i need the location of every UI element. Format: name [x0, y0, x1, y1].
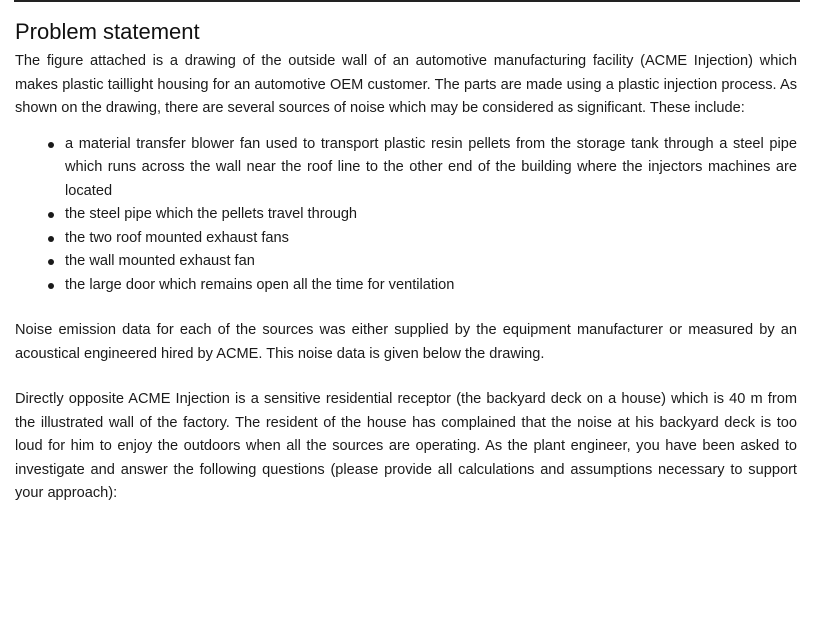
bullet-icon	[48, 259, 54, 265]
noise-source-list	[15, 133, 797, 298]
list-item	[15, 203, 797, 227]
list-item	[15, 133, 797, 204]
noise-data-paragraph: Noise emission data for each of the sources was either supplied by the equipment manufacturer or measured by an acoustical engineered hired by ACME. This noise data is given below the drawing.	[15, 322, 797, 362]
list-item-text: the wall mounted exhaust fan	[65, 253, 255, 269]
list-item	[15, 250, 797, 274]
list-item	[15, 274, 797, 298]
top-divider	[14, 0, 800, 2]
bullet-icon	[48, 236, 54, 242]
list-item-text: the steel pipe which the pellets travel through	[65, 206, 358, 222]
bullet-icon	[48, 142, 54, 148]
list-item-text: the large door which remains open all the time for ventilation	[65, 276, 455, 293]
section-heading: Problem statement	[15, 19, 200, 44]
document-page	[15, 18, 797, 506]
list-item-text: a material transfer blower fan used to transport plastic resin pellets from the storage tank through a steel pipe which runs across the wall near the roof line to the other end of the building where the injectors machines are located	[65, 135, 797, 199]
bullet-icon	[48, 283, 54, 289]
list-item-text: the two roof mounted exhaust fans	[65, 229, 289, 246]
intro-paragraph: The figure attached is a drawing of the outside wall of an automotive manufacturing facility (ACME Injection) which makes plastic taillight housing for an automotive OEM customer. The parts are made using a plastic injection process. As shown on the drawing, there are several sources of noise which may be considered as significant. These include:	[15, 53, 797, 116]
receptor-paragraph: Directly opposite ACME Injection is a sensitive residential receptor (the backyard deck on a house) which is 40 m from the illustrated wall of the factory. The resident of the house has complained that the noise at his backyard deck is too loud for him to enjoy the outdoors when all the sources are operating. As the plant engineer, you have been asked to investigate and answer the following questions (please provide all calculations and assumptions necessary to support your approach):	[15, 391, 797, 501]
list-item	[15, 227, 797, 251]
bullet-icon	[48, 212, 54, 218]
